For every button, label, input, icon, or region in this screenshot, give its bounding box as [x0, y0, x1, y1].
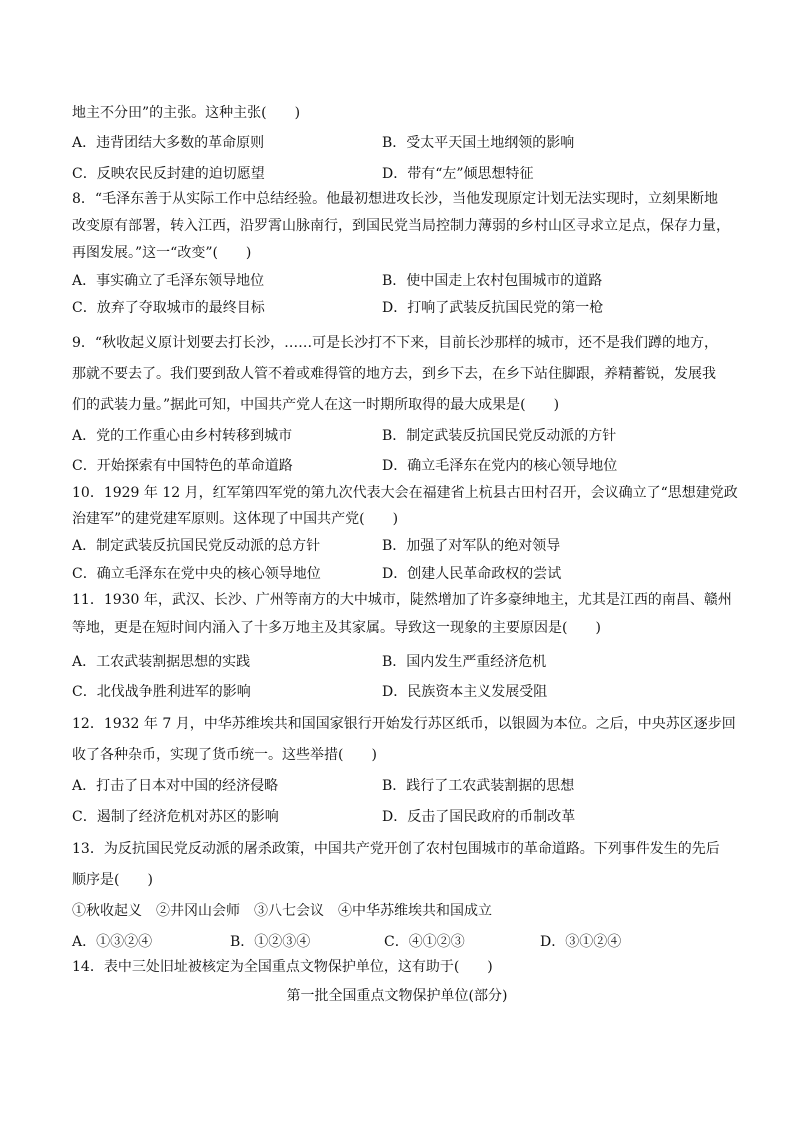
q13-events: ①秋收起义 ②井冈山会师 ③八七会议 ④中华苏维埃共和国成立: [72, 903, 492, 919]
q13-option-d: D．③①②④: [540, 934, 622, 950]
q10-option-b: B．加强了对军队的绝对领导: [382, 538, 561, 554]
q7-option-c: C．反映农民反封建的迫切愿望: [72, 166, 265, 182]
q11-option-a: A．工农武装割据思想的实践: [72, 654, 251, 670]
q7-stem-end: 地主不分田”的主张。这种主张( ): [72, 105, 301, 121]
q12-stem-line-1: 12．1932 年 7 月，中华苏维埃共和国国家银行开始发行苏区纸币，以银圆为本位。之后，中央苏区逐步回: [72, 716, 736, 732]
q14-stem: 14．表中三处旧址被核定为全国重点文物保护单位，这有助于( ): [72, 959, 493, 975]
q11-option-d: D．民族资本主义发展受阻: [382, 684, 548, 700]
q11-stem-line-2: 等地，更是在短时间内涌入了十多万地主及其家属。导致这一现象的主要原因是( ): [72, 620, 601, 636]
q9-option-b: B．制定武装反抗国民党反动派的方针: [382, 428, 617, 444]
q7-option-d: D．带有“左”倾思想特征: [382, 166, 534, 182]
q7-option-b: B．受太平天国土地纲领的影响: [382, 135, 575, 151]
q10-option-c: C．确立毛泽东在党中央的核心领导地位: [72, 566, 321, 582]
q8-option-c: C．放弃了夺取城市的最终目标: [72, 300, 265, 316]
q10-stem-line-1: 10．1929 年 12 月，红军第四军党的第九次代表大会在福建省上杭县古田村召开，会议确立了“思想建党政: [72, 485, 738, 501]
q9-option-c: C．开始探索有中国特色的革命道路: [72, 458, 293, 474]
q10-option-a: A．制定武装反抗国民党反动派的总方针: [72, 538, 321, 554]
q11-option-b: B．国内发生严重经济危机: [382, 654, 547, 670]
q12-option-a: A．打击了日本对中国的经济侵略: [72, 778, 279, 794]
q12-option-d: D．反击了国民政府的币制改革: [382, 809, 576, 825]
q12-option-c: C．遏制了经济危机对苏区的影响: [72, 809, 279, 825]
q9-option-d: D．确立毛泽东在党内的核心领导地位: [382, 458, 618, 474]
q8-stem-line-1: 8．“毛泽东善于从实际工作中总结经验。他最初想进攻长沙，当他发现原定计划无法实现时，立刻果断地: [72, 191, 719, 207]
q11-option-c: C．北伐战争胜利进军的影响: [72, 684, 251, 700]
q8-option-a: A．事实确立了毛泽东领导地位: [72, 273, 265, 289]
q10-option-d: D．创建人民革命政权的尝试: [382, 566, 562, 582]
q8-option-d: D．打响了武装反抗国民党的第一枪: [382, 300, 604, 316]
q8-stem-line-3: 再图发展。”这一“改变”( ): [72, 245, 252, 261]
q9-stem-line-2: 那就不要去了。我们要到敌人管不着或难得管的地方去，到乡下去，在乡下站住脚跟，养精蓄锐，发展我: [72, 366, 716, 382]
q11-stem-line-1: 11．1930 年，武汉、长沙、广州等南方的大中城市，陡然增加了许多豪绅地主，尤其是江西的南昌、赣州: [72, 592, 732, 608]
q7-option-a: A．违背团结大多数的革命原则: [72, 135, 265, 151]
table-title: 第一批全国重点文物保护单位(部分): [286, 988, 508, 1004]
q13-option-c: C．④①②③: [384, 934, 465, 950]
q13-option-a: A．①③②④: [72, 934, 153, 950]
q13-option-b: B．①②③④: [230, 934, 311, 950]
q9-stem-line-1: 9．“秋收起义原计划要去打长沙，……可是长沙打不下来，目前长沙那样的城市，还不是我们蹲的地方，: [72, 335, 719, 351]
q12-stem-line-2: 收了各种杂币，实现了货币统一。这些举措( ): [72, 747, 377, 763]
q8-stem-line-2: 改变原有部署，转入江西，沿罗霄山脉南行，到国民党当局控制力薄弱的乡村山区寻求立足点，保存力量，: [72, 218, 730, 234]
q13-stem-line-1: 13．为反抗国民党反动派的屠杀政策，中国共产党开创了农村包围城市的革命道路。下列事件发生的先后: [72, 841, 720, 857]
q10-stem-line-2: 治建军”的建党建军原则。这体现了中国共产党( ): [72, 511, 399, 527]
q8-option-b: B．使中国走上农村包围城市的道路: [382, 273, 603, 289]
q12-option-b: B．践行了工农武装割据的思想: [382, 778, 575, 794]
q9-stem-line-3: 们的武装力量。”据此可知，中国共产党人在这一时期所取得的最大成果是( ): [72, 397, 560, 413]
q9-option-a: A．党的工作重心由乡村转移到城市: [72, 428, 293, 444]
q13-stem-line-2: 顺序是( ): [72, 872, 153, 888]
